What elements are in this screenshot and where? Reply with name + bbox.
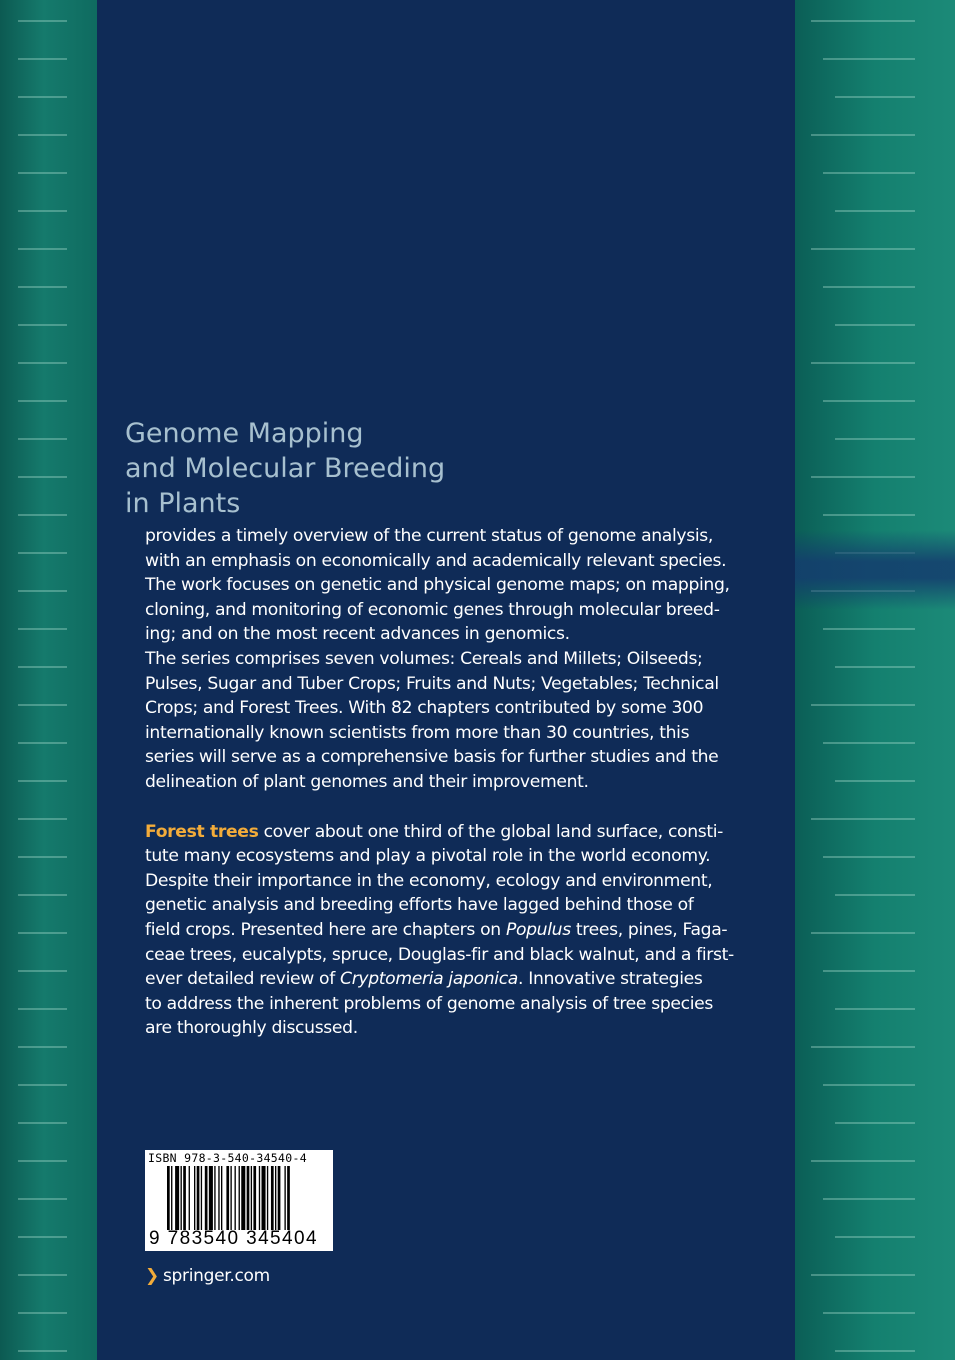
- foliage-band: [18, 742, 67, 744]
- foliage-band: [18, 248, 67, 250]
- text-span: . Innovative strategies: [518, 969, 703, 990]
- foliage-band: [835, 210, 915, 212]
- barcode-bar: [287, 1166, 290, 1230]
- foliage-band: [811, 362, 915, 364]
- series-title: [125, 416, 645, 521]
- forest-trees-paragraph: [145, 820, 757, 1041]
- barcode-bar: [205, 1166, 208, 1230]
- barcode-bar: [171, 1166, 172, 1230]
- barcode-bar: [259, 1166, 260, 1230]
- foliage-band: [18, 1198, 67, 1200]
- foliage-band: [18, 856, 67, 858]
- text-line: to address the inherent problems of genome analysis of tree species: [145, 993, 713, 1014]
- series-paragraph: [145, 647, 757, 795]
- foliage-band: [18, 286, 67, 288]
- foliage-band: [835, 1008, 915, 1010]
- foliage-band: [835, 780, 915, 782]
- foliage-band: [811, 134, 915, 136]
- foliage-band: [18, 210, 67, 212]
- cryptomeria-italic: Cryptomeria japonica: [340, 969, 518, 990]
- foliage-band: [811, 818, 915, 820]
- foliage-band: [18, 1312, 67, 1314]
- foliage-band: [811, 1046, 915, 1048]
- text-line: internationally known scientists from more than 30 countries, this: [145, 722, 690, 743]
- foliage-band: [823, 1312, 915, 1314]
- text-line: Pulses, Sugar and Tuber Crops; Fruits and Nuts; Vegetables; Technical: [145, 673, 719, 694]
- foliage-band: [811, 704, 915, 706]
- foliage-band: [18, 628, 67, 630]
- foliage-band: [18, 1084, 67, 1086]
- foliage-band: [18, 704, 67, 706]
- chevron-right-icon: ❯: [145, 1266, 159, 1286]
- foliage-band: [835, 1236, 915, 1238]
- intro-paragraph: [145, 524, 757, 647]
- text-span: field crops. Presented here are chapters on: [145, 919, 506, 940]
- foliage-band: [835, 96, 915, 98]
- foliage-band: [18, 1236, 67, 1238]
- foliage-band: [18, 818, 67, 820]
- text-line: tute many ecosystems and play a pivotal role in the world economy.: [145, 846, 711, 867]
- foliage-band: [835, 894, 915, 896]
- springer-link[interactable]: [145, 1266, 270, 1286]
- text-line: Crops; and Forest Trees. With 82 chapters contributed by some 300: [145, 698, 704, 719]
- right-accent-band: [795, 530, 955, 610]
- text-line: are thoroughly discussed.: [145, 1018, 358, 1039]
- foliage-band: [811, 932, 915, 934]
- series-title-line: and Molecular Breeding: [125, 453, 446, 484]
- foliage-band: [811, 1274, 915, 1276]
- foliage-band: [18, 970, 67, 972]
- text-line: [145, 820, 757, 845]
- barcode-bar: [214, 1166, 215, 1230]
- foliage-band: [811, 1160, 915, 1162]
- barcode-bar: [230, 1166, 231, 1230]
- barcode-bar: [271, 1166, 274, 1230]
- foliage-band: [18, 1350, 67, 1352]
- foliage-band: [18, 58, 67, 60]
- barcode-bar: [247, 1166, 250, 1230]
- foliage-band: [835, 1350, 915, 1352]
- series-title-line: Genome Mapping: [125, 418, 364, 449]
- barcode-bar: [251, 1166, 252, 1230]
- foliage-band: [18, 400, 67, 402]
- isbn-label: ISBN 978-3-540-34540-4: [148, 1151, 307, 1165]
- foliage-band: [18, 362, 67, 364]
- foliage-band: [18, 1160, 67, 1162]
- barcode-digits: 9 783540 345404: [149, 1228, 318, 1249]
- text-line: Despite their importance in the economy, ecology and environment,: [145, 870, 713, 891]
- text-line: The work focuses on genetic and physical genome maps; on mapping,: [145, 575, 730, 596]
- text-line: cloning, and monitoring of economic genes through molecular breed-: [145, 599, 720, 620]
- text-line: delineation of plant genomes and their improvement.: [145, 771, 589, 792]
- barcode-bar: [183, 1166, 186, 1230]
- text-line: The series comprises seven volumes: Cereals and Millets; Oilseeds;: [145, 648, 703, 669]
- text-line: [145, 918, 757, 943]
- foliage-band: [18, 96, 67, 98]
- text-line: [145, 967, 757, 992]
- foliage-band: [18, 438, 67, 440]
- foliage-band: [18, 590, 67, 592]
- foliage-band: [823, 58, 915, 60]
- text-line: with an emphasis on economically and academically relevant species.: [145, 550, 727, 571]
- barcode-bar: [235, 1166, 236, 1230]
- barcode-bar: [284, 1166, 285, 1230]
- foliage-band: [823, 628, 915, 630]
- foliage-band: [18, 666, 67, 668]
- foliage-band: [18, 20, 67, 22]
- foliage-band: [18, 134, 67, 136]
- right-foliage-strip: [795, 0, 955, 1360]
- foliage-band: [823, 970, 915, 972]
- text-span: ever detailed review of: [145, 969, 341, 990]
- barcode-bar: [262, 1166, 266, 1230]
- foliage-band: [823, 400, 915, 402]
- foliage-band: [18, 552, 67, 554]
- text-span: trees, pines, Faga-: [570, 919, 728, 940]
- barcode-bar: [181, 1166, 182, 1230]
- barcode-bar: [226, 1166, 229, 1230]
- foliage-band: [823, 856, 915, 858]
- foliage-band: [823, 742, 915, 744]
- foliage-band: [18, 780, 67, 782]
- barcode-bar: [167, 1166, 170, 1230]
- foliage-band: [835, 666, 915, 668]
- barcode-bar: [209, 1166, 213, 1230]
- foliage-band: [835, 324, 915, 326]
- barcode-bar: [221, 1166, 222, 1230]
- isbn-barcode-box: [145, 1150, 333, 1251]
- foliage-band: [811, 20, 915, 22]
- foliage-band: [18, 1122, 67, 1124]
- foliage-band: [18, 1008, 67, 1010]
- barcode: [167, 1166, 327, 1230]
- foliage-band: [18, 1274, 67, 1276]
- foliage-band: [811, 248, 915, 250]
- foliage-band: [18, 476, 67, 478]
- foliage-band: [835, 438, 915, 440]
- text-span: cover about one third of the global land surface, consti-: [258, 821, 724, 842]
- text-line: ceae trees, eucalypts, spruce, Douglas-fir and black walnut, and a first-: [145, 944, 734, 965]
- barcode-bar: [197, 1166, 200, 1230]
- foliage-band: [823, 514, 915, 516]
- barcode-bar: [267, 1166, 268, 1230]
- barcode-bar: [278, 1166, 281, 1230]
- foliage-band: [18, 514, 67, 516]
- foliage-band: [18, 932, 67, 934]
- foliage-band: [811, 476, 915, 478]
- text-line: series will serve as a comprehensive basis for further studies and the: [145, 747, 719, 768]
- description: [145, 524, 757, 1041]
- foliage-band: [18, 172, 67, 174]
- foliage-band: [18, 1046, 67, 1048]
- foliage-band: [835, 1122, 915, 1124]
- text-line: genetic analysis and breeding efforts have lagged behind those of: [145, 895, 694, 916]
- website-label: springer.com: [162, 1266, 270, 1286]
- barcode-bar: [201, 1166, 202, 1230]
- text-line: provides a timely overview of the current status of genome analysis,: [145, 526, 713, 546]
- barcode-bar: [194, 1166, 195, 1230]
- foliage-band: [823, 286, 915, 288]
- barcode-bar: [218, 1166, 219, 1230]
- text-line: ing; and on the most recent advances in genomics.: [145, 624, 570, 645]
- barcode-bar: [241, 1166, 245, 1230]
- foliage-band: [18, 894, 67, 896]
- foliage-band: [18, 324, 67, 326]
- foliage-band: [823, 1198, 915, 1200]
- left-foliage-strip: [0, 0, 97, 1360]
- forest-trees-highlight: Forest trees: [145, 821, 259, 842]
- barcode-bar: [175, 1166, 179, 1230]
- barcode-bar: [275, 1166, 276, 1230]
- series-title-line: in Plants: [125, 488, 241, 519]
- barcode-bar: [253, 1166, 256, 1230]
- barcode-bar: [189, 1166, 190, 1230]
- barcode-bar: [239, 1166, 240, 1230]
- foliage-band: [823, 172, 915, 174]
- populus-italic: Populus: [505, 919, 571, 940]
- foliage-band: [823, 1084, 915, 1086]
